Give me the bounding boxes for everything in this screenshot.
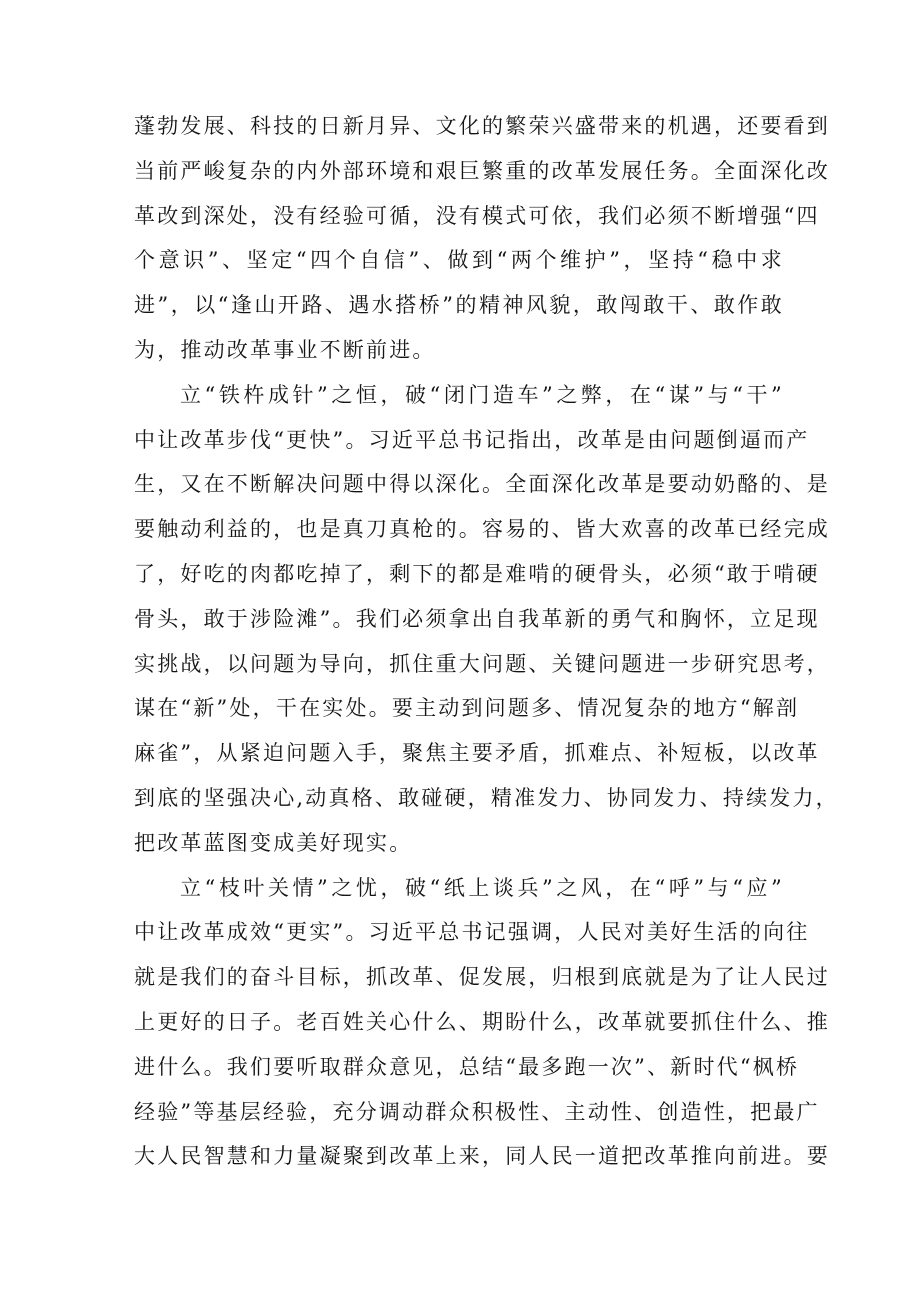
text-line: 麻雀”，从紧迫问题入手，聚焦主要矛盾，抓难点、补短板，以改革 (134, 741, 820, 766)
text-line: 谋在“新”处，干在实处。要主动到问题多、情况复杂的地方“解剖 (134, 696, 800, 721)
text-line: 进什么。我们要听取群众意见，总结“最多跑一次”、新时代“枫桥 (134, 1054, 800, 1079)
text-line: 要触动利益的，也是真刀真枪的。容易的、皆大欢喜的改革已经完成 (134, 517, 830, 542)
paragraph-1 (134, 104, 830, 373)
text-line: 为，推动改革事业不断前进。 (134, 337, 436, 362)
text-line: 骨头，敢于涉险滩”。我们必须拿出自我革新的勇气和胸怀，立足现 (134, 606, 820, 631)
text-line: 革改到深处，没有经验可循，没有模式可依，我们必须不断增强“四 (134, 203, 820, 228)
text-line: 就是我们的奋斗目标，抓改革、促发展，归根到底就是为了让人民过 (134, 965, 830, 990)
text-line: 生，又在不断解决问题中得以深化。全面深化改革是要动奶酪的、是 (134, 472, 830, 497)
text-line: 立“铁杵成针”之恒，破“闭门造车”之弊，在“谋”与“干” (180, 382, 784, 407)
text-line: 蓬勃发展、科技的日新月异、文化的繁荣兴盛带来的机遇，还要看到 (134, 114, 830, 138)
text-line: 中让改革成效“更实”。习近平总书记强调，人民对美好生活的向往 (134, 920, 810, 945)
text-line: 进”，以“逢山开路、遇水搭桥”的精神风貌，敢闯敢干、敢作敢 (134, 293, 784, 318)
text-line: 实挑战，以问题为导向，抓住重大问题、关键问题进一步研究思考， (134, 651, 830, 676)
text-line: 个意识”、坚定“四个自信”、做到“两个维护”，坚持“稳中求 (134, 248, 784, 273)
text-line: 到底的坚强决心,动真格、敢碰硬，精准发力、协同发力、持续发力， (134, 785, 839, 810)
text-line: 当前严峻复杂的内外部环境和艰巨繁重的改革发展任务。全面深化改 (134, 158, 830, 183)
paragraph-2 (134, 373, 839, 866)
text-line: 中让改革步伐“更快”。习近平总书记指出，改革是由问题倒逼而产 (134, 427, 810, 452)
document-body (134, 104, 839, 1179)
paragraph-3 (134, 866, 830, 1180)
text-line: 立“枝叶关情”之忧，破“纸上谈兵”之风，在“呼”与“应” (180, 875, 784, 900)
text-line: 了，好吃的肉都吃掉了，剩下的都是难啃的硬骨头，必须“敢于啃硬 (134, 561, 820, 586)
text-line: 把改革蓝图变成美好现实。 (134, 830, 413, 855)
text-line: 大人民智慧和力量凝聚到改革上来，同人民一道把改革推向前进。要 (134, 1144, 830, 1169)
text-line: 经验”等基层经验，充分调动群众积极性、主动性、创造性，把最广 (134, 1099, 820, 1124)
text-line: 上更好的日子。老百姓关心什么、期盼什么，改革就要抓住什么、推 (134, 1009, 830, 1034)
